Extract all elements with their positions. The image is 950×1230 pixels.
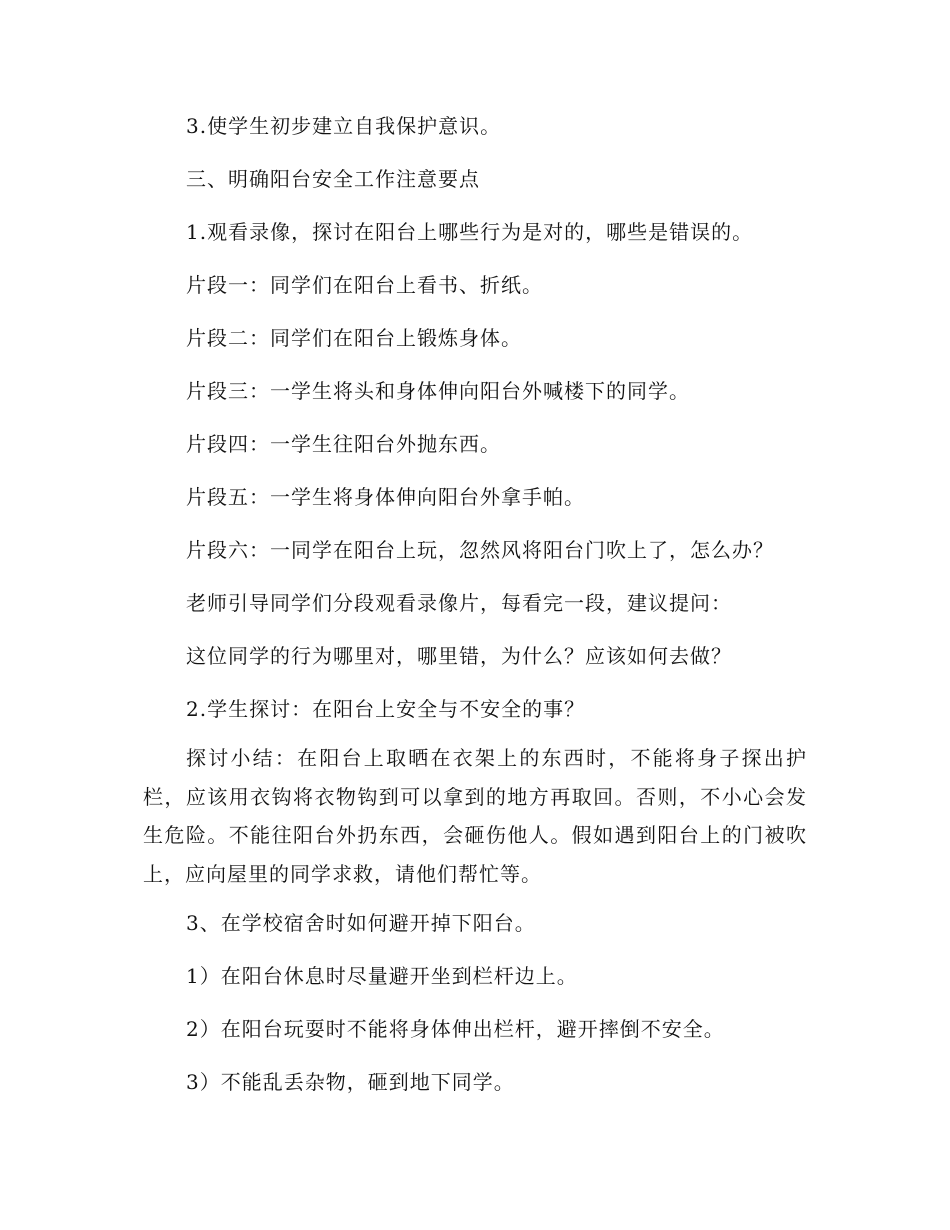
item-watch-video: 1.观看录像，探讨在阳台上哪些行为是对的，哪些是错误的。 [186, 220, 754, 244]
clip-two: 片段二：同学们在阳台上锻炼身体。 [186, 326, 522, 350]
rule-three: 3）不能乱丢杂物，砸到地下同学。 [186, 1070, 515, 1094]
teacher-guidance: 老师引导同学们分段观看录像片，每看完一段，建议提问： [186, 591, 732, 615]
clip-four: 片段四：一学生往阳台外抛东西。 [186, 432, 501, 456]
clip-five: 片段五：一学生将身体伸向阳台外拿手帕。 [186, 485, 585, 509]
discussion-summary-paragraph: 探讨小结：在阳台上取晒在衣架上的东西时，不能将身子探出护栏，应该用衣钩将衣物钩到可以拿到的地方再取回。否则，不小心会发生危险。不能往阳台外扔东西，会砸伤他人。假如遇到阳台上的门被吹上，应向屋里的同学求救，请他们帮忙等。 [143, 746, 807, 886]
item-dormitory-safety: 3、在学校宿舍时如何避开掉下阳台。 [186, 911, 536, 935]
rule-one: 1）在阳台休息时尽量避开坐到栏杆边上。 [186, 964, 578, 988]
clip-three: 片段三：一学生将头和身体伸向阳台外喊楼下的同学。 [186, 379, 690, 403]
item-student-discussion: 2.学生探讨：在阳台上安全与不安全的事？ [186, 697, 586, 721]
discussion-question: 这位同学的行为哪里对，哪里错，为什么？应该如何去做？ [186, 644, 732, 668]
rule-two: 2）在阳台玩耍时不能将身体伸出栏杆，避开摔倒不安全。 [186, 1017, 725, 1041]
item-self-protection: 3.使学生初步建立自我保护意识。 [186, 114, 502, 138]
section-heading-balcony-safety: 三、明确阳台安全工作注意要点 [186, 167, 480, 191]
clip-six: 片段六：一同学在阳台上玩，忽然风将阳台门吹上了，怎么办？ [186, 538, 774, 562]
clip-one: 片段一：同学们在阳台上看书、折纸。 [186, 273, 543, 297]
